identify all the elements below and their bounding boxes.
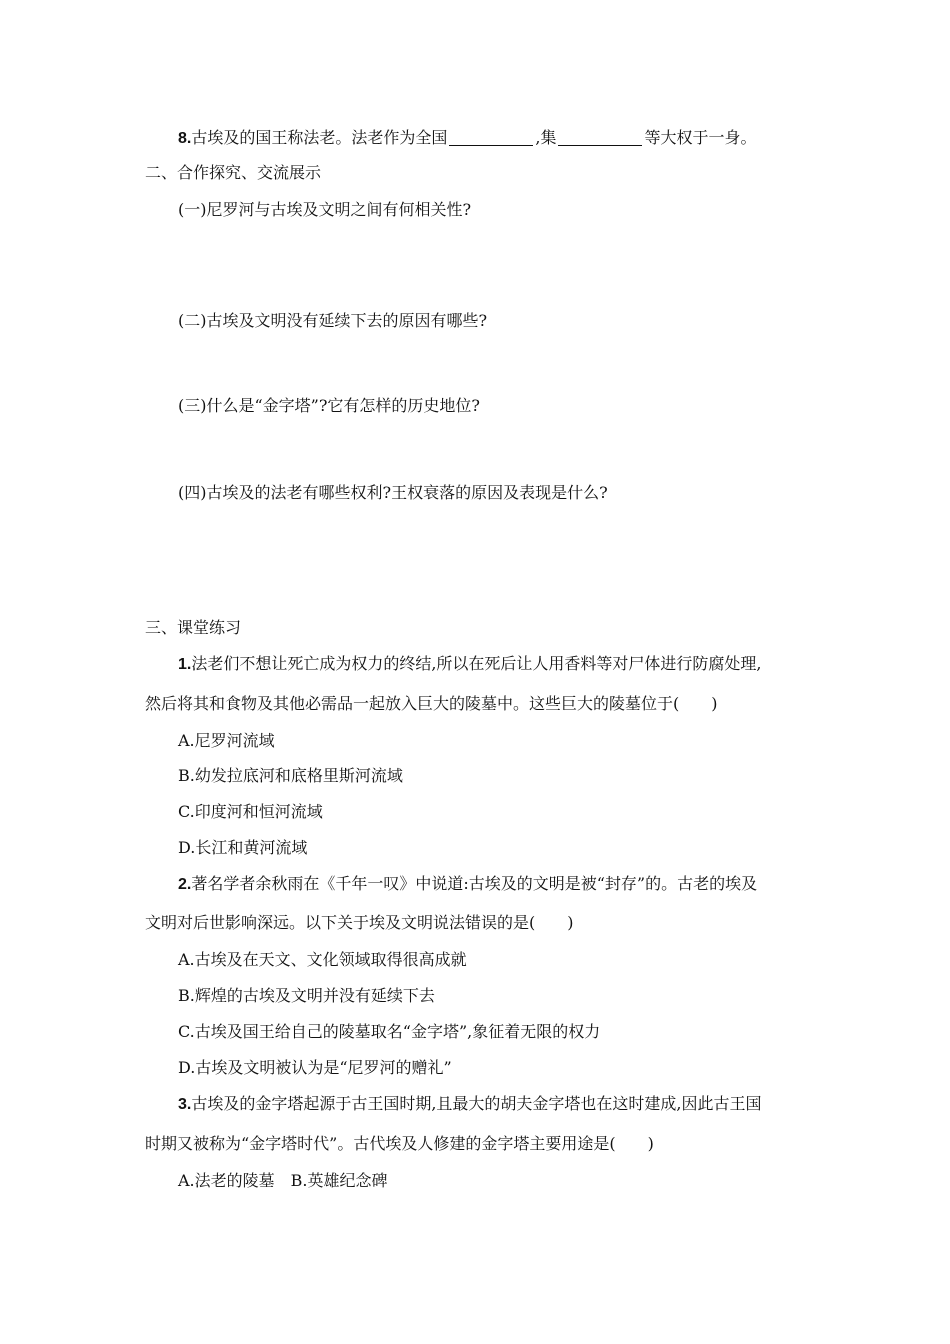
discussion-question: (一)尼罗河与古埃及文明之间有何相关性? (178, 200, 472, 219)
question-text-continued: 文明对后世影响深远。以下关于埃及文明说法错误的是( ) (145, 913, 574, 932)
question-text: ,集 (535, 128, 557, 147)
option-d[interactable]: D.长江和黄河流域 (178, 838, 308, 857)
question-text: 古埃及的金字塔起源于古王国时期,且最大的胡夫金字塔也在这时建成,因此古王国 (191, 1094, 762, 1113)
option-c[interactable]: C.印度河和恒河流域 (178, 802, 323, 821)
exercise-question-1 (178, 654, 762, 675)
question-8 (178, 128, 756, 149)
discussion-question: (四)古埃及的法老有哪些权利?王权衰落的原因及表现是什么? (178, 483, 608, 502)
question-number: 2. (178, 876, 192, 893)
answer-blank[interactable] (558, 129, 642, 146)
question-text: 著名学者余秋雨在《千年一叹》中说道:古埃及的文明是被“封存”的。古老的埃及 (191, 874, 758, 893)
question-number: 1. (178, 656, 192, 673)
option-c[interactable]: C.古埃及国王给自己的陵墓取名“金字塔”,象征着无限的权力 (178, 1022, 601, 1041)
section-heading: 三、课堂练习 (145, 618, 242, 637)
exercise-question-2 (178, 874, 757, 895)
option-a[interactable]: A.古埃及在天文、文化领域取得很高成就 (178, 950, 467, 969)
discussion-question: (三)什么是“金字塔”?它有怎样的历史地位? (178, 396, 481, 415)
section-heading: 二、合作探究、交流展示 (145, 163, 322, 182)
discussion-question: (二)古埃及文明没有延续下去的原因有哪些? (178, 311, 488, 330)
option-b[interactable]: B.辉煌的古埃及文明并没有延续下去 (178, 986, 435, 1005)
question-text: 法老们不想让死亡成为权力的终结,所以在死后让人用香料等对尸体进行防腐处理, (191, 654, 762, 673)
exercise-question-3 (178, 1094, 762, 1115)
answer-blank[interactable] (449, 129, 533, 146)
question-text-continued: 然后将其和食物及其他必需品一起放入巨大的陵墓中。这些巨大的陵墓位于( ) (145, 694, 718, 713)
option-a[interactable]: A.尼罗河流域 (178, 731, 275, 750)
option-b[interactable]: B.幼发拉底河和底格里斯河流域 (178, 766, 403, 785)
question-text-continued: 时期又被称为“金字塔时代”。古代埃及人修建的金字塔主要用途是( ) (145, 1134, 654, 1153)
question-text: 等大权于一身。 (644, 128, 757, 147)
option-d[interactable]: D.古埃及文明被认为是“尼罗河的赠礼” (178, 1058, 452, 1077)
question-text: 古埃及的国王称法老。法老作为全国 (191, 128, 448, 147)
question-number: 3. (178, 1096, 192, 1113)
question-number: 8. (178, 130, 192, 147)
options-row[interactable]: A.法老的陵墓 B.英雄纪念碑 (178, 1171, 388, 1190)
